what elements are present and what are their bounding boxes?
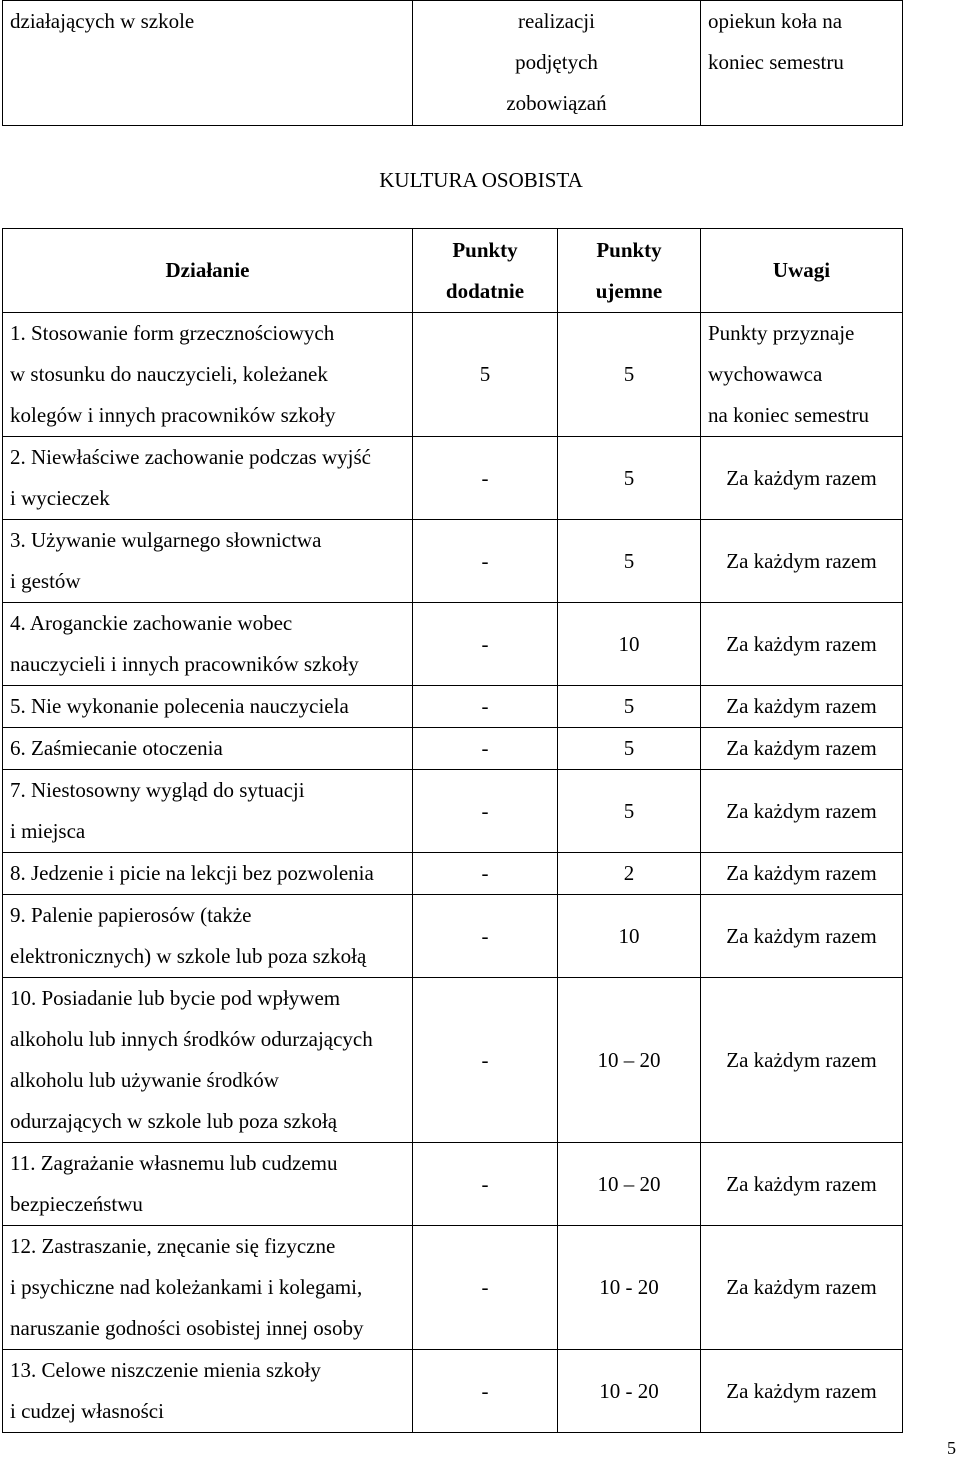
note-text: Za każdym razem xyxy=(726,798,877,823)
action-text: 4. Aroganckie zachowanie wobec xyxy=(10,611,293,635)
plus-points-cell xyxy=(413,978,558,1143)
note-text: Za każdym razem xyxy=(726,1047,877,1072)
header-minus-line: Punkty xyxy=(596,237,662,262)
page-number: 5 xyxy=(947,1438,956,1458)
note-text: wychowawca xyxy=(708,362,823,386)
note-cell xyxy=(701,603,903,686)
minus-points-text: 5 xyxy=(623,465,635,490)
plus-points-text: - xyxy=(481,861,489,885)
action-text: i cudzej własności xyxy=(10,1399,164,1423)
note-text: Za każdym razem xyxy=(726,923,877,948)
header-minus-line: ujemne xyxy=(595,278,663,303)
action-text: 2. Niewłaściwe zachowanie podczas wyjść xyxy=(10,445,371,469)
action-text: i psychiczne nad koleżankami i kolegami, xyxy=(10,1275,363,1299)
action-text: alkoholu lub używanie środków xyxy=(10,1068,279,1092)
top-col2-line: zobowiązań xyxy=(506,91,607,115)
action-cell xyxy=(3,728,413,770)
plus-points-text: - xyxy=(481,923,489,948)
action-text: 11. Zagrażanie własnemu lub cudzemu xyxy=(10,1151,338,1175)
action-text: naruszanie godności osobistej innej osoby xyxy=(10,1316,364,1340)
header-plus-line: dodatnie xyxy=(445,278,525,303)
action-cell xyxy=(3,1350,413,1433)
action-cell xyxy=(3,686,413,728)
note-cell xyxy=(701,1350,903,1433)
action-text: 12. Zastraszanie, znęcanie się fizyczne xyxy=(10,1234,336,1258)
plus-points-text: 5 xyxy=(479,362,491,386)
note-cell xyxy=(701,978,903,1143)
top-col1-line: działających w szkole xyxy=(10,9,195,33)
plus-points-text: - xyxy=(481,1378,489,1403)
note-text: Za każdym razem xyxy=(726,694,877,718)
note-text: Za każdym razem xyxy=(726,548,877,573)
minus-points-text: 5 xyxy=(623,798,635,823)
table-row xyxy=(3,603,903,686)
plus-points-text: - xyxy=(481,465,489,490)
action-cell xyxy=(3,853,413,895)
header-row xyxy=(3,229,903,313)
action-cell xyxy=(3,770,413,853)
minus-points-cell xyxy=(558,978,701,1143)
table-row xyxy=(3,520,903,603)
action-cell xyxy=(3,603,413,686)
note-cell xyxy=(701,728,903,770)
top-col1-cell xyxy=(3,1,413,126)
note-cell xyxy=(701,853,903,895)
minus-points-cell xyxy=(558,728,701,770)
action-text: 3. Używanie wulgarnego słownictwa xyxy=(10,528,322,552)
action-text: 1. Stosowanie form grzecznościowych xyxy=(10,321,335,345)
header-notes-label: Uwagi xyxy=(772,258,831,282)
minus-points-text: 10 - 20 xyxy=(599,1378,659,1403)
action-text: elektronicznych) w szkole lub poza szkołą xyxy=(10,944,367,968)
plus-points-text: - xyxy=(481,1275,489,1299)
conduct-points-table xyxy=(2,228,903,1433)
note-cell xyxy=(701,895,903,978)
table-row xyxy=(3,437,903,520)
note-text: Punkty przyznaje xyxy=(708,321,855,345)
header-notes xyxy=(701,229,903,313)
top-col2-cell xyxy=(413,1,701,126)
note-cell xyxy=(701,770,903,853)
action-text: 10. Posiadanie lub bycie pod wpływem xyxy=(10,986,341,1010)
action-text: 5. Nie wykonanie polecenia nauczyciela xyxy=(10,694,349,718)
action-text: 7. Niestosowny wygląd do sytuacji xyxy=(10,778,305,802)
plus-points-cell xyxy=(413,437,558,520)
plus-points-text: - xyxy=(481,1047,489,1072)
action-text: i miejsca xyxy=(10,819,86,843)
top-col3-cell xyxy=(701,1,903,126)
minus-points-cell xyxy=(558,1350,701,1433)
minus-points-text: 5 xyxy=(623,736,635,760)
table-row xyxy=(3,686,903,728)
table-row xyxy=(3,1,903,126)
minus-points-cell xyxy=(558,520,701,603)
plus-points-text: - xyxy=(481,631,489,656)
note-text: na koniec semestru xyxy=(708,403,869,427)
note-cell xyxy=(701,437,903,520)
table-row xyxy=(3,313,903,437)
plus-points-cell xyxy=(413,686,558,728)
minus-points-text: 10 xyxy=(618,631,640,656)
plus-points-text: - xyxy=(481,694,489,718)
plus-points-text: - xyxy=(481,798,489,823)
minus-points-cell xyxy=(558,1143,701,1226)
plus-points-cell xyxy=(413,895,558,978)
table-body xyxy=(3,313,903,1433)
plus-points-cell xyxy=(413,1350,558,1433)
action-cell xyxy=(3,895,413,978)
plus-points-cell xyxy=(413,1143,558,1226)
minus-points-text: 10 – 20 xyxy=(597,1047,661,1072)
section-title: KULTURA OSOBISTA xyxy=(379,168,583,192)
note-text: Za każdym razem xyxy=(726,1378,877,1403)
action-cell xyxy=(3,437,413,520)
action-cell xyxy=(3,313,413,437)
minus-points-cell xyxy=(558,1226,701,1350)
action-text: 13. Celowe niszczenie mienia szkoły xyxy=(10,1358,321,1382)
header-action xyxy=(3,229,413,313)
action-text: i gestów xyxy=(10,569,81,593)
note-cell xyxy=(701,1226,903,1350)
plus-points-text: - xyxy=(481,1171,489,1196)
minus-points-text: 5 xyxy=(623,694,635,718)
minus-points-cell xyxy=(558,853,701,895)
header-plus xyxy=(413,229,558,313)
plus-points-cell xyxy=(413,853,558,895)
action-cell xyxy=(3,1226,413,1350)
note-text: Za każdym razem xyxy=(726,631,877,656)
action-text: 6. Zaśmiecanie otoczenia xyxy=(10,736,223,760)
action-text: odurzających w szkole lub poza szkołą xyxy=(10,1109,338,1133)
minus-points-cell xyxy=(558,313,701,437)
note-cell xyxy=(701,1143,903,1226)
plus-points-cell xyxy=(413,1226,558,1350)
minus-points-text: 2 xyxy=(623,861,635,885)
table-row xyxy=(3,1350,903,1433)
plus-points-cell xyxy=(413,520,558,603)
table-row xyxy=(3,1226,903,1350)
minus-points-cell xyxy=(558,437,701,520)
table-row xyxy=(3,1143,903,1226)
note-text: Za każdym razem xyxy=(726,465,877,490)
minus-points-text: 5 xyxy=(623,362,635,386)
note-text: Za każdym razem xyxy=(726,861,877,885)
plus-points-cell xyxy=(413,770,558,853)
top-col2-line: realizacji xyxy=(518,9,595,33)
previous-section-table xyxy=(2,0,903,126)
note-cell xyxy=(701,686,903,728)
table-row xyxy=(3,895,903,978)
minus-points-text: 10 – 20 xyxy=(597,1171,661,1196)
header-plus-line: Punkty xyxy=(452,237,518,262)
note-cell xyxy=(701,520,903,603)
action-text: kolegów i innych pracowników szkoły xyxy=(10,403,336,427)
plus-points-text: - xyxy=(481,548,489,573)
table-row xyxy=(3,978,903,1143)
minus-points-cell xyxy=(558,603,701,686)
header-minus xyxy=(558,229,701,313)
plus-points-cell xyxy=(413,728,558,770)
minus-points-text: 10 - 20 xyxy=(599,1275,659,1299)
minus-points-cell xyxy=(558,895,701,978)
minus-points-text: 10 xyxy=(618,923,640,948)
note-text: Za każdym razem xyxy=(726,1171,877,1196)
top-col3-line: koniec semestru xyxy=(708,50,844,74)
note-text: Za każdym razem xyxy=(726,1275,877,1299)
table-row xyxy=(3,770,903,853)
note-cell xyxy=(701,313,903,437)
action-text: 9. Palenie papierosów (także xyxy=(10,903,252,927)
action-text: nauczycieli i innych pracowników szkoły xyxy=(10,652,359,676)
top-col2-line: podjętych xyxy=(515,50,598,74)
header-action-label: Działanie xyxy=(165,258,250,282)
plus-points-cell xyxy=(413,603,558,686)
action-cell xyxy=(3,1143,413,1226)
action-text: w stosunku do nauczycieli, koleżanek xyxy=(10,362,328,386)
action-text: alkoholu lub innych środków odurzających xyxy=(10,1027,373,1051)
minus-points-text: 5 xyxy=(623,548,635,573)
table-row xyxy=(3,728,903,770)
action-text: bezpieczeństwu xyxy=(10,1192,143,1216)
action-text: i wycieczek xyxy=(10,486,110,510)
action-cell xyxy=(3,520,413,603)
note-text: Za każdym razem xyxy=(726,736,877,760)
top-col3-line: opiekun koła na xyxy=(708,9,843,33)
minus-points-cell xyxy=(558,686,701,728)
plus-points-text: - xyxy=(481,736,489,760)
plus-points-cell xyxy=(413,313,558,437)
minus-points-cell xyxy=(558,770,701,853)
table-row xyxy=(3,853,903,895)
action-text: 8. Jedzenie i picie na lekcji bez pozwolenia xyxy=(10,861,374,885)
action-cell xyxy=(3,978,413,1143)
